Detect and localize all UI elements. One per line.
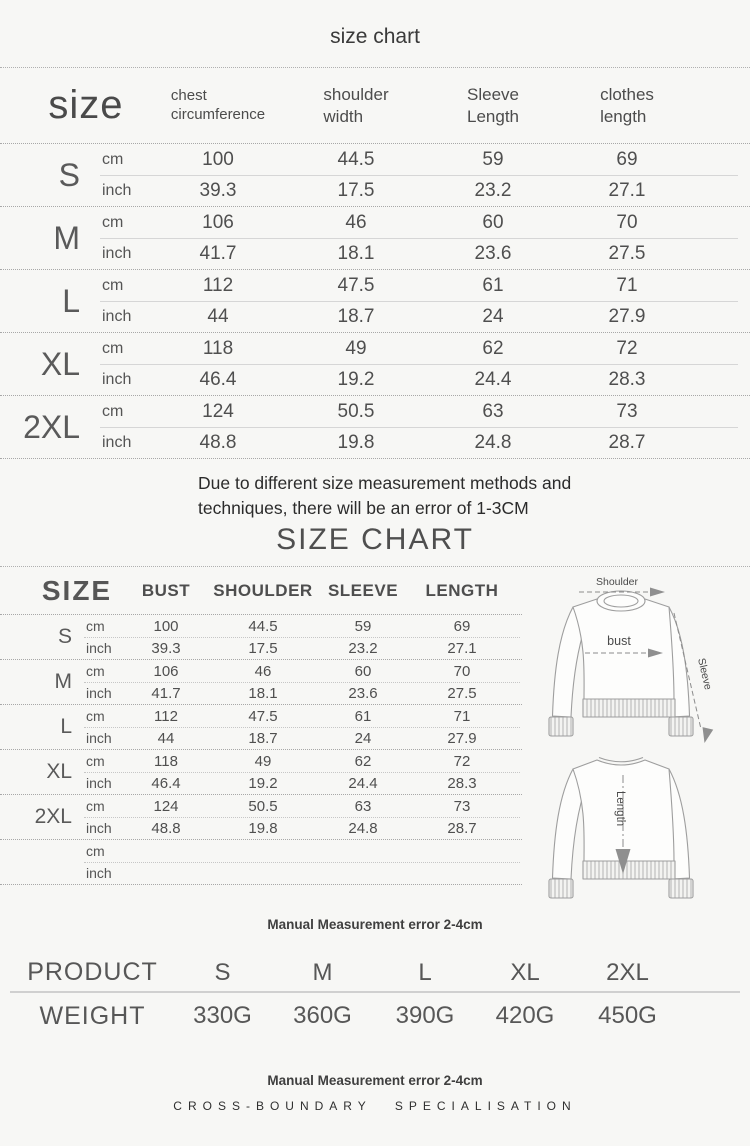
unit-inch-label: inch [86,820,112,836]
header-line: circumference [170,105,266,123]
size-name: M [53,219,80,256]
size-name: S [58,156,80,193]
value-cell: 61 [354,707,372,725]
inch-values [130,862,522,884]
size-table-2-header [0,567,522,614]
manual-measurement-note: Manual Measurement error 2-4cm [267,917,483,932]
header-chest-circumference [150,87,286,125]
shoulder-arrowhead [650,588,665,597]
inch-values [130,817,522,839]
size-row-xl [0,332,750,395]
value-cell: 18.1 [248,684,278,702]
value-cell: 44.5 [248,617,278,635]
value-cell: 71 [453,707,471,725]
cm-values [130,615,522,637]
size-chart-section [0,567,750,879]
value-cell: 60 [482,211,504,233]
value-cell: 39.3 [199,179,237,201]
value-cell: 47.5 [248,707,278,725]
size-row-2xl [0,395,750,458]
unit-labels [74,615,130,659]
weight-value: 360G [293,1002,352,1029]
value-cell: 62 [482,337,504,359]
unit-inch-label: inch [86,775,112,791]
value-cell: 27.9 [608,305,646,327]
header-line: clothes [600,85,654,105]
value-cell: 24.4 [348,774,378,792]
size-name: M [54,670,72,693]
value-cell: 46.4 [199,368,237,390]
header-shoulder-width [286,84,426,127]
header-line: Length [467,106,519,126]
unit-cm-label: cm [86,708,105,724]
unit-cm-label: cm [86,663,105,679]
cm-values [130,705,522,727]
value-cell: 27.1 [608,179,646,201]
cm-values [150,333,750,364]
header-line: length [600,106,647,126]
size-name: XL [46,760,72,783]
cm-values [130,660,522,682]
product-size: 2XL [606,958,649,986]
size-table-1 [0,68,750,459]
value-cell: 72 [616,337,638,359]
value-cell: 19.2 [248,774,278,792]
unit-cm-label: cm [102,339,124,357]
row-values [150,270,750,332]
value-cell: 72 [453,752,471,770]
unit-labels [74,795,130,839]
unit-cm-label: cm [102,402,124,420]
value-cell: 28.3 [447,774,477,792]
value-cell: 48.8 [151,819,181,837]
inch-values [150,301,750,332]
inch-values [150,427,750,458]
unit-cm-label: cm [102,150,124,168]
page-title: size chart [0,0,750,68]
weight-table [10,954,740,1039]
inch-values [130,637,522,659]
value-cell: 63 [354,797,372,815]
value-cell: 100 [202,148,234,170]
value-cell: 44 [207,305,229,327]
unit-labels [84,207,150,269]
header-line: width [323,106,364,126]
value-cell: 17.5 [337,179,375,201]
cm-values [130,750,522,772]
unit-labels [84,333,150,395]
value-cell: 59 [482,148,504,170]
weight-label: WEIGHT [39,1001,146,1030]
value-cell: 70 [616,211,638,233]
value-cell: 46.4 [151,774,181,792]
value-cell: 27.5 [608,242,646,264]
value-cell: 46 [345,211,367,233]
header-sleeve-length [426,84,560,127]
note-line-2: techniques, there will be an error of 1-3CM [198,497,529,518]
size-name: 2XL [34,805,72,828]
unit-inch-label: inch [102,181,132,199]
weight-value: 330G [193,1002,252,1029]
unit-cm-label: cm [102,276,124,294]
brand-slogan: CROSS-BOUNDARY SPECIALISATION [173,1099,577,1113]
bust-label: bust [607,634,631,648]
cm-values [130,795,522,817]
unit-inch-label: inch [86,865,112,881]
measurement-error-note [198,471,668,520]
header-line: shoulder [323,85,389,105]
value-cell: 28.3 [608,368,646,390]
value-cell: 24 [482,305,504,327]
size-row-xl [0,749,522,794]
unit-cm-label: cm [86,843,105,859]
value-cell: 112 [202,274,234,296]
row-values [130,795,522,839]
value-cell: 23.6 [474,242,512,264]
unit-inch-label: inch [102,244,132,262]
size-header-label: SIZE [41,574,113,606]
value-cell: 61 [482,274,504,296]
value-cell: 73 [616,400,638,422]
size-table-2 [0,567,522,885]
note-line-1: Due to different size measurement methods and [198,473,572,493]
sweater-measurement-illustration [533,571,748,906]
value-cell: 50.5 [337,400,375,422]
unit-labels [74,660,130,704]
value-cell: 118 [154,752,178,770]
value-cell: 100 [153,617,179,635]
value-cell: 60 [354,662,372,680]
header-line: Sleeve [467,85,519,105]
value-cell: 49 [254,752,272,770]
header-sleeve: SLEEVE [327,580,399,600]
length-label: Length [614,791,626,827]
size-row-s [0,143,750,206]
value-cell: 44 [157,729,175,747]
unit-inch-label: inch [102,370,132,388]
cm-values [130,840,522,862]
value-cell: 39.3 [151,639,181,657]
value-cell: 27.1 [447,639,477,657]
size-name: L [62,282,80,319]
row-values [130,615,522,659]
value-cell: 124 [202,400,234,422]
size-name: S [57,625,72,648]
unit-labels [74,750,130,794]
header-clothes-length [560,84,694,127]
unit-inch-label: inch [102,307,132,325]
header-length: LENGTH [425,580,499,600]
value-cell: 27.9 [447,729,477,747]
size-row-empty [0,839,522,885]
product-size: M [312,958,333,986]
size-row-m [0,659,522,704]
value-cell: 69 [453,617,471,635]
value-cell: 50.5 [248,797,278,815]
unit-labels [84,270,150,332]
value-cell: 63 [482,400,504,422]
unit-inch-label: inch [86,730,112,746]
product-size: S [214,958,231,986]
unit-cm-label: cm [86,798,105,814]
sweater-front [549,576,714,744]
unit-labels [84,396,150,458]
size-name: L [60,715,72,738]
weight-value: 420G [495,1002,555,1029]
garment-diagram [533,571,748,906]
row-values [150,396,750,458]
value-cell: 17.5 [248,639,278,657]
value-cell: 71 [616,274,638,296]
value-cell: 62 [354,752,372,770]
header-shoulder: SHOULDER [213,580,313,600]
value-cell: 106 [202,211,234,233]
size-header-label: size [48,83,124,127]
value-cell: 23.6 [348,684,378,702]
product-row [10,954,740,991]
unit-cm-label: cm [86,618,105,634]
value-cell: 118 [202,337,234,359]
cm-values [150,144,750,175]
value-cell: 59 [354,617,372,635]
unit-inch-label: inch [86,685,112,701]
value-cell: 18.1 [337,242,375,264]
value-cell: 28.7 [608,431,646,453]
value-cell: 106 [153,662,179,680]
value-cell: 41.7 [151,684,181,702]
row-values [130,660,522,704]
value-cell: 27.5 [447,684,477,702]
sleeve-arrowhead [699,727,713,744]
size-name [0,840,74,884]
product-size: L [418,958,432,986]
unit-inch-label: inch [102,433,132,451]
value-cell: 41.7 [199,242,237,264]
value-cell: 70 [453,662,471,680]
unit-labels [74,705,130,749]
header-line: chest [170,86,207,104]
weight-value: 390G [395,1002,455,1029]
inch-values [150,238,750,269]
value-cell: 24 [354,729,372,747]
unit-cm-label: cm [102,213,124,231]
value-cell: 24.4 [474,368,512,390]
row-values [130,705,522,749]
value-cell: 69 [616,148,638,170]
size-name: 2XL [23,408,80,445]
inch-values [130,727,522,749]
value-cell: 49 [345,337,367,359]
weight-value: 450G [598,1002,657,1029]
weight-row [10,993,740,1039]
value-cell: 46 [254,662,272,680]
size-name: XL [40,345,80,382]
product-label: PRODUCT [27,958,158,986]
value-cell: 48.8 [199,431,237,453]
section-title: SIZE CHART [0,520,750,567]
header-bust: BUST [141,580,191,600]
row-values [150,144,750,206]
value-cell: 23.2 [348,639,378,657]
row-values [130,840,522,884]
value-cell: 23.2 [474,179,512,201]
value-cell: 18.7 [337,305,375,327]
value-cell: 44.5 [337,148,375,170]
size-row-s [0,614,522,659]
value-cell: 47.5 [337,274,375,296]
inch-values [150,364,750,395]
value-cell: 28.7 [447,819,477,837]
size-row-l [0,269,750,332]
product-size: XL [510,958,540,986]
size-row-2xl [0,794,522,839]
value-cell: 73 [453,797,471,815]
manual-measurement-note-footer: Manual Measurement error 2-4cm [267,1073,483,1088]
value-cell: 24.8 [348,819,378,837]
value-cell: 18.7 [248,729,278,747]
unit-labels [84,144,150,206]
row-values [130,750,522,794]
row-values [150,333,750,395]
sleeve-label: Sleeve [695,656,714,691]
value-cell: 24.8 [474,431,512,453]
cm-values [150,207,750,238]
inch-values [130,772,522,794]
size-row-m [0,206,750,269]
size-table-1-header [0,68,750,143]
cm-values [150,270,750,301]
cm-values [150,396,750,427]
value-cell: 19.2 [337,368,375,390]
value-cell: 112 [154,707,178,725]
value-cell: 124 [153,797,179,815]
inch-values [150,175,750,206]
value-cell: 19.8 [248,819,278,837]
unit-cm-label: cm [86,753,105,769]
value-cell: 19.8 [337,431,375,453]
unit-inch-label: inch [86,640,112,656]
inch-values [130,682,522,704]
sweater-back [549,758,693,899]
shoulder-label: Shoulder [595,576,639,588]
size-row-l [0,704,522,749]
unit-labels [74,840,130,884]
row-values [150,207,750,269]
